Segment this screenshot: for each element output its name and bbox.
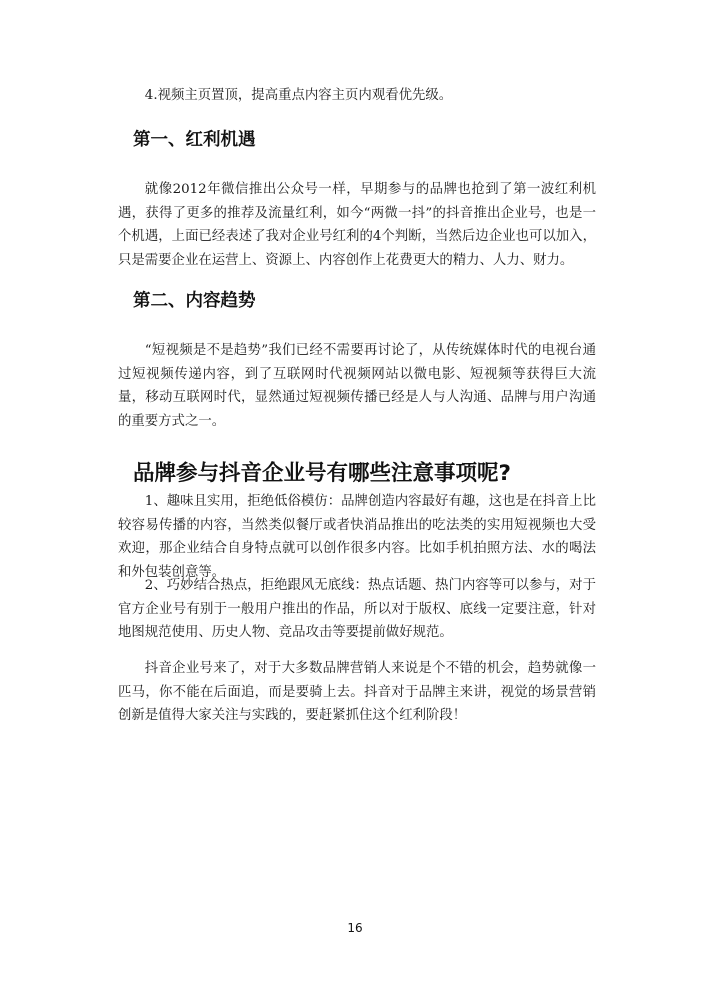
paragraph-point-2: 2、巧妙结合热点，拒绝跟风无底线：热点话题、热门内容等可以参与，对于官方企业号有别于一般用户推出的作品，所以对于版权、底线一定要注意，针对地图规范使用、历史人物、竞品攻击等要提前做好规范。: [118, 578, 596, 640]
section-heading-opportunity: 第一、红利机遇: [133, 130, 256, 150]
section-heading-trend: 第二、内容趋势: [133, 291, 256, 311]
paragraph-trend: “短视频是不是趋势”我们已经不需要再讨论了，从传统媒体时代的电视台通过短视频传递内容，到了互联网时代视频网站以微电影、短视频等获得巨大流量，移动互联网时代，显然通过短视频传播已经是人与人沟通、品牌与用户沟通的重要方式之一。: [118, 343, 596, 429]
paragraph-item-4: 4.视频主页置顶，提高重点内容主页内观看优先级。: [144, 88, 453, 103]
paragraph-opportunity: 就像2012年微信推出公众号一样，早期参与的品牌也抢到了第一波红利机遇，获得了更多的推荐及流量红利，如今“两微一抖”的抖音推出企业号，也是一个机遇，上面已经表述了我对企业号红利的4个判断，当然后边企业也可以加入，只是需要企业在运营上、资源上、内容创作上花费更大的精力、人力、财力。: [118, 182, 596, 268]
paragraph-point-1: 1、趣味且实用，拒绝低俗模仿：品牌创造内容最好有趣，这也是在抖音上比较容易传播的内容，当然类似餐厅或者快消品推出的吃法类的实用短视频也大受欢迎，那企业结合自身特点就可以创作很多内容。比如手机拍照方法、水的喝法和外包装创意等。: [118, 494, 596, 580]
page-number: 16: [347, 921, 363, 935]
section-heading-considerations: 品牌参与抖音企业号有哪些注意事项呢?: [133, 461, 511, 486]
paragraph-conclusion: 抖音企业号来了，对于大多数品牌营销人来说是个不错的机会，趋势就像一匹马，你不能在后面追，而是要骑上去。抖音对于品牌主来讲，视觉的场景营销创新是值得大家关注与实践的，要赶紧抓住这个红利阶段！: [118, 661, 596, 723]
